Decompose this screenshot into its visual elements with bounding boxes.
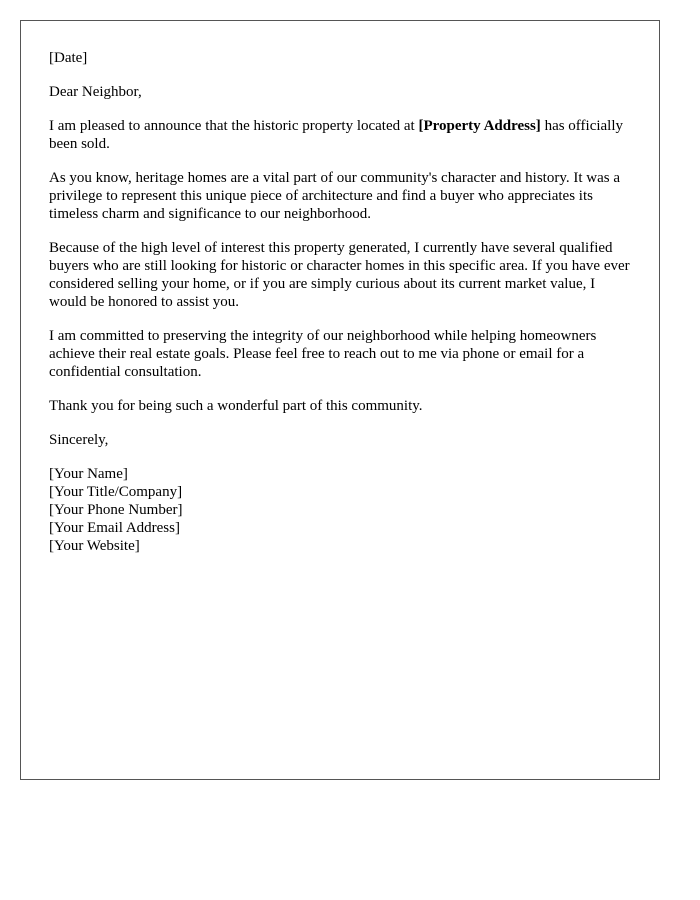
paragraph-buyers: Because of the high level of interest this property generated, I currently have several qualified buyers who are still looking for historic or character homes in this specific area. If you have ever considered selling your home, or if you are simply curious about its current market value, I would be honored to assist you.: [49, 240, 630, 310]
signature-website: [Your Website]: [49, 538, 140, 554]
paragraph-thanks: Thank you for being such a wonderful part of this community.: [49, 398, 423, 414]
signature-phone: [Your Phone Number]: [49, 502, 183, 518]
signature-title-company: [Your Title/Company]: [49, 484, 183, 500]
letter-page: [20, 20, 660, 780]
announcement-text-start: I am pleased to announce that the historic property located at: [49, 118, 419, 134]
letter-date: [Date]: [49, 50, 88, 66]
paragraph-commitment: I am committed to preserving the integrity of our neighborhood while helping homeowners achieve their real estate goals. Please feel free to reach out to me via phone or email for a confidential consultation.: [49, 328, 597, 380]
paragraph-heritage: As you know, heritage homes are a vital part of our community's character and history. It was a privilege to represent this unique piece of architecture and find a buyer who appreciates its timeless charm and significance to our neighborhood.: [49, 170, 620, 222]
signature-email: [Your Email Address]: [49, 520, 180, 536]
signature-name: [Your Name]: [49, 466, 128, 482]
signature-block: [49, 465, 631, 555]
letter-closing: Sincerely,: [49, 432, 109, 448]
paragraph-announcement: [49, 117, 631, 153]
letter-salutation: Dear Neighbor,: [49, 84, 142, 100]
announcement-text-end: has officially been sold.: [49, 118, 624, 152]
property-address-placeholder: [Property Address]: [418, 118, 541, 134]
